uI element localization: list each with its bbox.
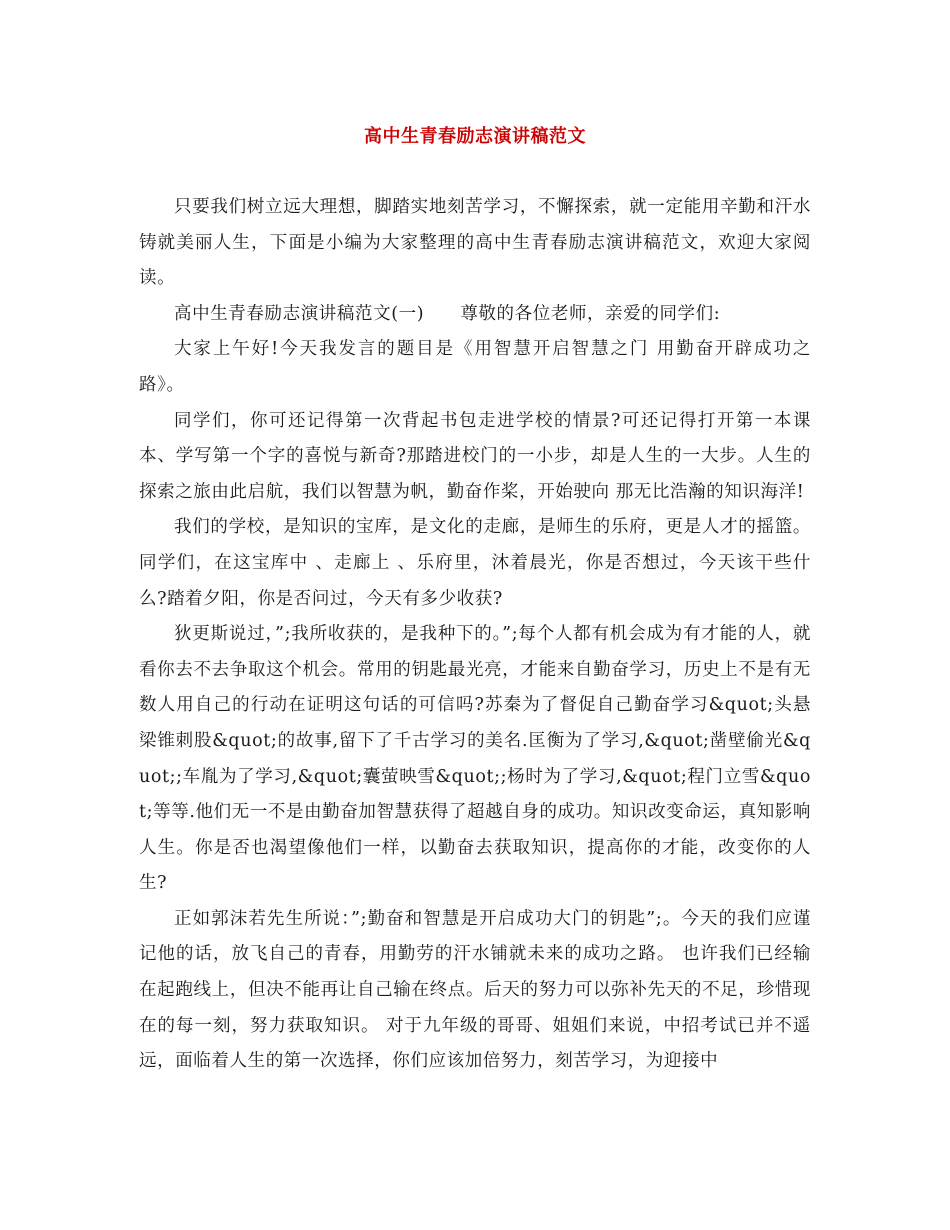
document-title: 高中生青春励志演讲稿范文 — [364, 126, 586, 147]
paragraph-heading-salutation: 高中生青春励志演讲稿范文(一) 尊敬的各位老师，亲爱的同学们: — [174, 303, 721, 324]
paragraph-guomoruo: 正如郭沫若先生所说：”;勤奋和智慧是开启成功大门的钥匙”;。今天的我们应谨记他的话，放飞自己的青春，用勤劳的汗水铺就未来的成功之路。 也许我们已经输在起跑线上，但决不能再让自己输在终点。后天的努力可以弥补先天的不足，珍惜现在的每一刻，努力获取知识。 对于九年级的哥哥、姐姐们来说，中招考试已并不遥远，面临着人生的第一次选择，你们应该加倍努力，刻苦学习，为迎接中 — [139, 908, 811, 1072]
paragraph-greeting: 大家上午好!今天我发言的题目是《用智慧开启智慧之门 用勤奋开辟成功之路》。 — [139, 339, 811, 395]
paragraph-memories: 同学们，你可还记得第一次背起书包走进学校的情景?可还记得打开第一本课本、学写第一个字的喜悦与新奇?那踏进校门的一小步，却是人生的一大步。人生的探索之旅由此启航，我们以智慧为帆，勤奋作桨，开始驶向 那无比浩瀚的知识海洋! — [139, 410, 811, 502]
paragraph-school: 我们的学校，是知识的宝库，是文化的走廊，是师生的乐府，更是人才的摇篮。同学们，在这宝库中 、走廊上 、乐府里，沐着晨光，你是否想过，今天该干些什么?踏着夕阳，你是否问过，今天有多少收获? — [139, 517, 811, 609]
paragraph-intro: 只要我们树立远大理想，脚踏实地刻苦学习，不懈探索，就一定能用辛勤和汗水铸就美丽人生，下面是小编为大家整理的高中生青春励志演讲稿范文，欢迎大家阅读。 — [139, 197, 811, 289]
paragraph-dickens: 狄更斯说过，”;我所收获的，是我种下的。”;每个人都有机会成为有才能的人，就看你去不去争取这个机会。常用的钥匙最光亮，才能来自勤奋学习，历史上不是有无数人用自己的行动在证明这句话的可信吗?苏秦为了督促自己勤奋学习&quot;头悬梁锥刺股&quot;的故事,留下了千古学习的美名.匡衡为了学习,&quot;凿壁偷光&quot;;车胤为了学习,&quot;囊萤映雪&quot;;杨时为了学习,&quot;程门立雪&quot;等等.他们无一不是由勤奋加智慧获得了超越自身的成功。知识改变命运，真知影响人生。你是否也渴望像他们一样，以勤奋去获取知识，提高你的才能，改变你的人生? — [139, 624, 811, 894]
document-body — [139, 190, 811, 1080]
